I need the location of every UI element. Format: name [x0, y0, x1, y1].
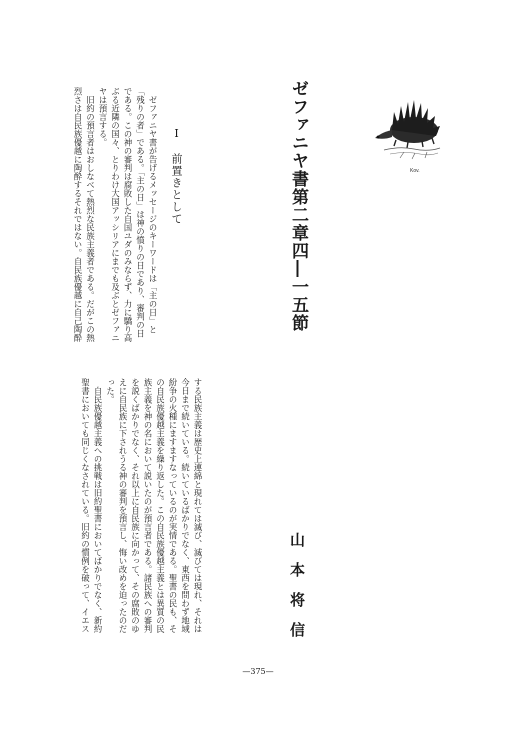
hedgehog-illustration — [370, 92, 442, 174]
body-text-upper: ゼファニヤ書が告げるメッセージのキーワードは「主の日」と 「残りの者」である。「主の日」は神の憤りの日であり、審判の日 である。この神の審判は腐敗した自国ユダのみならず、力に驕り高 ぶる近隣の国々、とりわけ大国アッシリアにまでも及ぶとゼファニ ヤは預言する。 旧約の預言者はおしなべて熱烈な民族主義者である。だがこの熱 烈さは自民族優越に陶酔するそれではない。自民族優越に自己陶酔 — [73, 87, 158, 342]
illustration-signature: Kov. — [410, 168, 420, 174]
body-text-lower: する民族主義は歴史上連綿と現れては滅び、滅びては現れ、それは 今日まで続いている。続いているばかりでなく、東西を問わず地域 紛争の火種にますますなっているのが実情である。聖書の民も、そ の自民族優越主義を繰り返した。この自民族優越主義とは異質の民 族主義を神の名において説いたのが預言者である。諸民族への審判 を説くばかりでなく、それ以上に自民族に向かって、その腐敗のゆ えに自民族に下されうる神の審判を預言し、悔い改めを迫ったのだ った。 自民族優越主義への挑戦は旧約聖書においてばかりでなく、新約 聖書においても同じくなされている。旧約の慣例を破って、イエス — [80, 378, 203, 633]
section-heading: Ⅰ 前置きとして — [170, 127, 183, 225]
author-name: 山本将信 — [288, 532, 306, 652]
article-title: ゼファニヤ書第二章四―一五節 — [288, 80, 308, 332]
page-number: —375— — [242, 667, 274, 676]
